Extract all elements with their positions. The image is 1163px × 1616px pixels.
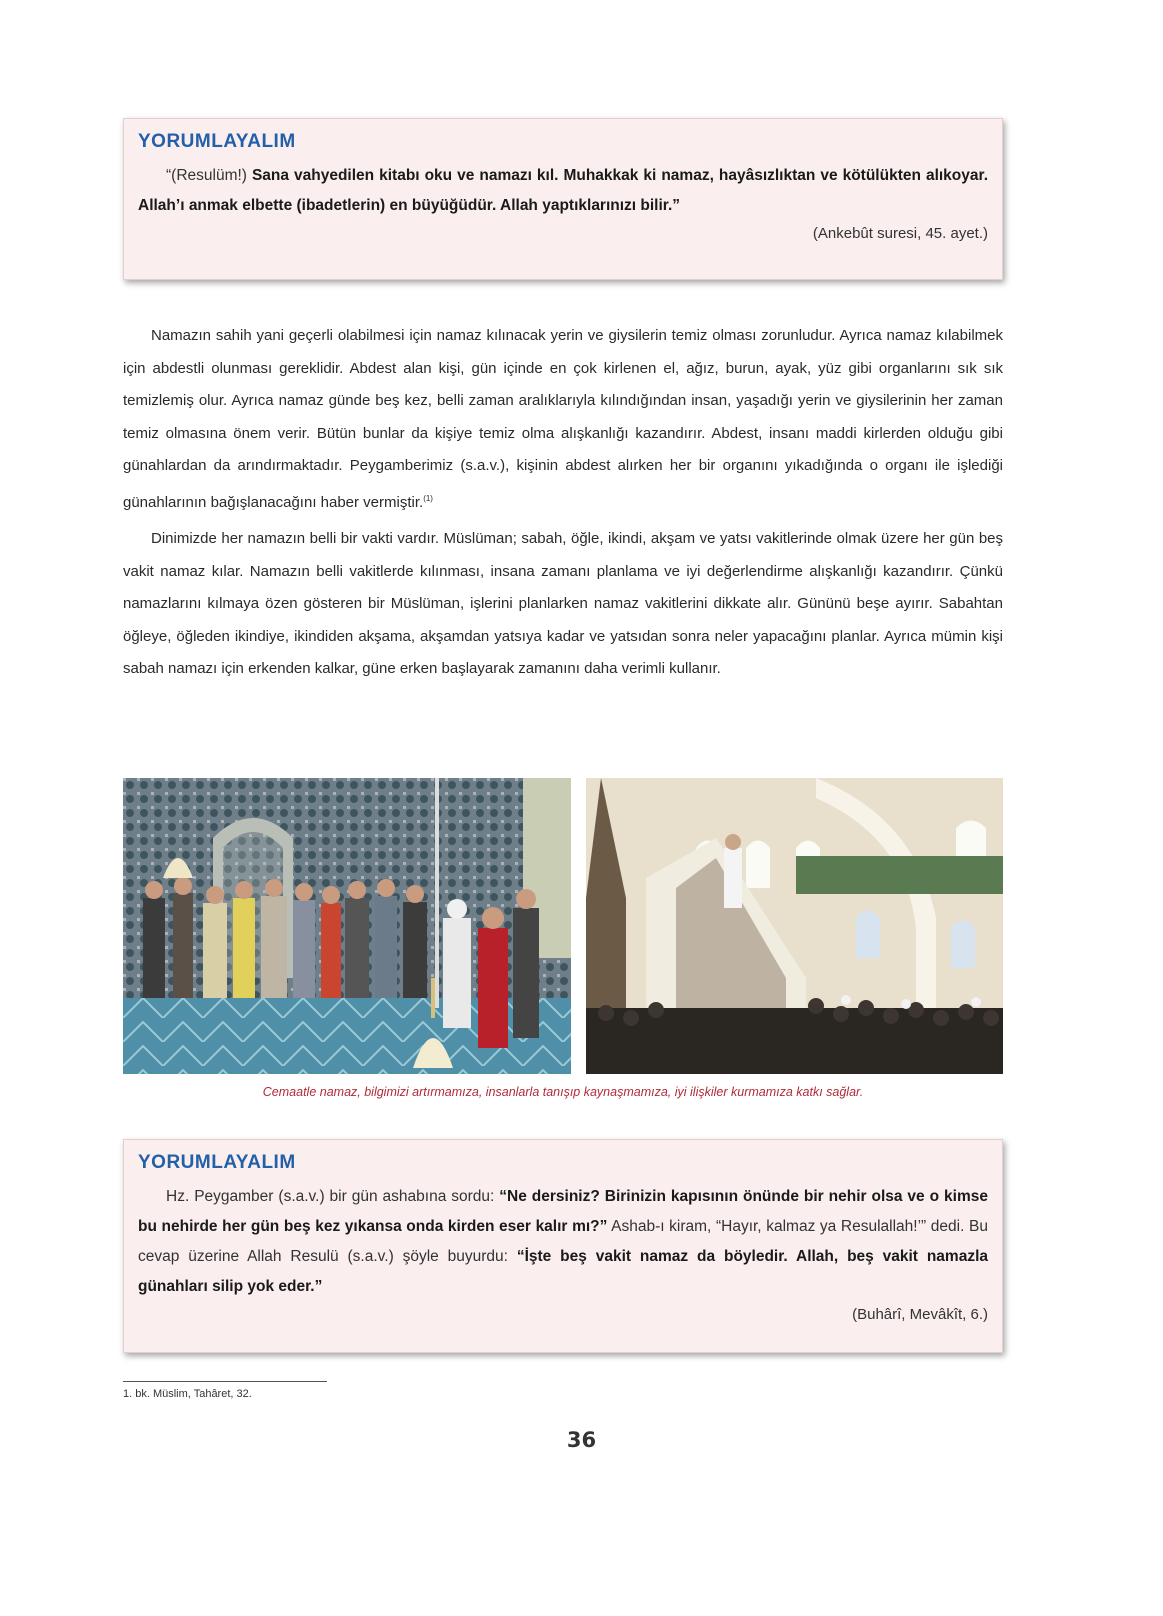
mosque-photo-left	[123, 778, 571, 1074]
quote-open: “(Resulüm!)	[166, 167, 252, 184]
body-text	[123, 320, 1003, 686]
photo-congregation-minbar	[586, 778, 1003, 1074]
paragraph-2: Dinimizde her namazın belli bir vakti vardır. Müslüman; sabah, öğle, ikindi, akşam ve yatsı vakitlerinde olmak üzere her gün beş vakit namaz kılar. Namazın belli vakitlerde kılınması, insana zamanı planlama ve iyi değerlendirme alışkanlığı kazandırır. Çünkü namazlarını kılmaya özen gösteren bir Müslüman, işlerini planlarken namaz vakitlerini dikkate alır. Gününü beşe ayırır. Sabahtan öğleye, öğleden ikindiye, ikindiden akşama, akşamdan yatsıya kadar ve yatsıdan sonra neler yapacağını planlar. Ayrıca mümin kişi sabah namazı için erkenden kalkar, güne erken başlayarak zamanını daha verimli kullanır.	[123, 530, 1003, 677]
narrative-text-1: Hz. Peygamber (s.a.v.) bir gün ashabına sordu:	[166, 1188, 500, 1205]
box-title: YORUMLAYALIM	[138, 131, 296, 152]
mosque-photo-right	[586, 778, 1003, 1074]
footnote-divider	[123, 1381, 327, 1382]
hadith-answer: “İşte beş vakit namaz da böyledir. Allah, beş vakit namazla günahları silip yok eder.”	[138, 1248, 989, 1295]
footnote: 1. bk. Müslim, Tahâret, 32.	[123, 1388, 252, 1400]
quote-text: Sana vahyedilen kitabı oku ve namazı kıl. Muhakkak ki namaz, hayâsızlıktan ve kötülükten alıkoyar. Allah’ı anmak elbette (ibadetlerin) en büyüğüdür. Allah yaptıklarınızı bilir.”	[138, 167, 988, 214]
page-number: 36	[566, 1428, 597, 1452]
box-quote	[138, 161, 988, 221]
footnote-ref: (1)	[423, 493, 433, 503]
hadith-question: “Ne dersiniz? Birinizin kapısının önünde bir nehir olsa ve o kimse bu nehirde her gün beş kez yıkansa onda kirden eser kalır mı?”	[138, 1188, 988, 1235]
photo-congregation-tiled-wall	[123, 778, 571, 1074]
box-source: (Buhârî, Mevâkît, 6.)	[852, 1306, 988, 1323]
paragraph-1	[123, 320, 1003, 519]
box-source: (Ankebût suresi, 45. ayet.)	[812, 225, 988, 242]
box-narrative	[138, 1182, 988, 1302]
yorumlayalim-box-2	[123, 1139, 1003, 1353]
yorumlayalim-box-1	[123, 118, 1003, 280]
photo-caption: Cemaatle namaz, bilgimizi artırmamıza, insanlarla tanışıp kaynaşmamıza, iyi ilişkiler kurmamıza katkı sağlar.	[262, 1085, 864, 1099]
narrative-text-2: Ashab-ı kiram, “Hayır, kalmaz ya Resulallah!’” dedi. Bu cevap üzerine Allah Resulü (s.a.v.) şöyle buyurdu:	[138, 1218, 988, 1265]
paragraph-1-text: Namazın sahih yani geçerli olabilmesi için namaz kılınacak yerin ve giysilerin temiz olması zorunludur. Ayrıca namaz kılabilmek için abdestli olunması gereklidir. Abdest alan kişi, gün içinde en çok kirlenen el, ağız, burun, ayak, yüz gibi organlarını sık sık temizlemiş olur. Ayrıca namaz günde beş kez, belli zaman aralıklarıyla kılındığından insan, yaşadığı yerin ve giysilerinin her zaman temiz olmasına önem verir. Bütün bunlar da kişiye temiz olma alışkanlığı kazandırır. Abdest, insanı maddi kirlerden olduğu gibi günahlardan da arındırmaktadır. Peygamberimiz (s.a.v.), kişinin abdest alırken her bir organını yıkadığında o organı ile işlediği günahlarının bağışlanacağını haber vermiştir.	[123, 327, 1003, 511]
box-title: YORUMLAYALIM	[138, 1152, 296, 1173]
